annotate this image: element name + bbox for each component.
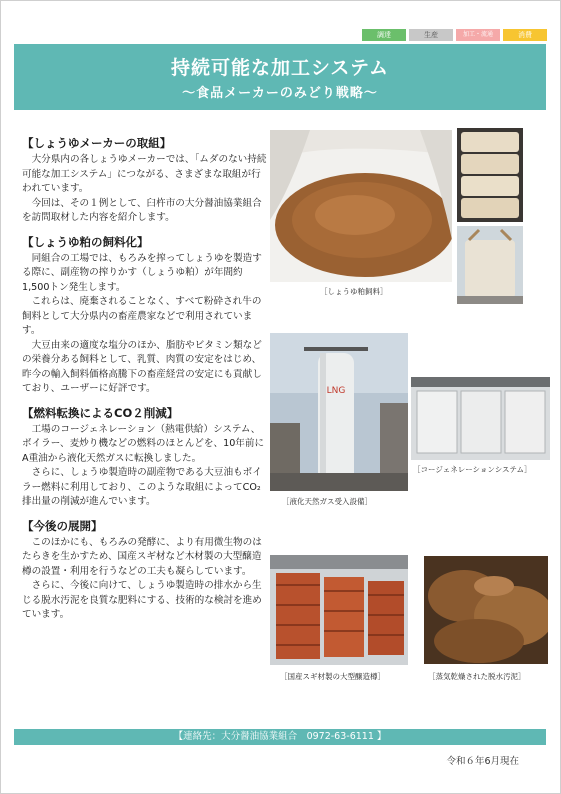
photo-feed-bag <box>270 130 452 282</box>
photo-lng-tank <box>270 333 408 491</box>
page-title: 持続可能な加工システム <box>170 57 390 79</box>
as-of-date: 令和６年6月現在 <box>446 756 519 767</box>
caption-feed: ［しょうゆ粕飼料］ <box>320 287 388 296</box>
caption-sludge: ［蒸気乾燥された脱水汚泥］ <box>428 672 526 681</box>
photo-cogeneration <box>411 377 550 460</box>
paragraph: 大豆由来の適度な塩分のほか、脂肪やビタミン類などの栄養分ある飼料として、乳質、肉質の安定をはじめ、昨今の輸入飼料価格高騰下の畜産経営の安定にも貢献しており、ユーザーに好評です。 <box>22 339 262 394</box>
photo-cedar-barrels <box>270 555 408 665</box>
tag-procurement: 調達 <box>362 29 406 41</box>
tag-production: 生産 <box>409 29 453 41</box>
section-heading: 【しょうゆ粕の飼料化】 <box>22 234 149 249</box>
paragraph: 大分県内の各しょうゆメーカーでは、「ムダのない持続可能な加工システム」につながる、さまざまな取組が行われています。 <box>22 154 267 194</box>
tag-processing: 加工・流通 <box>456 29 500 41</box>
photo-feed-stack <box>457 128 523 222</box>
title-banner <box>14 44 546 110</box>
category-tags <box>362 29 547 41</box>
section-heading: 【今後の展開】 <box>22 518 103 533</box>
paragraph: さらに、今後に向けて、しょうゆ製造時の排水から生じる脱水汚泥を良質な肥料にする、技術的な検討を進めています。 <box>22 580 262 620</box>
article-body <box>22 135 267 631</box>
paragraph: これらは、廃棄されることなく、すべて粉砕され牛の飼料として大分県内の畜産農家などで利用されています。 <box>22 296 262 336</box>
section-soy-efforts <box>22 135 267 226</box>
paragraph: 同組合の工場では、もろみを搾ってしょうゆを製造する際に、副産物の搾りかす（しょうゆ粕）が年間約1,500トン発生します。 <box>22 252 262 293</box>
tag-consumption: 消費 <box>503 29 547 41</box>
section-fuel <box>22 405 267 510</box>
section-heading: 【しょうゆメーカーの取組】 <box>22 136 172 150</box>
paragraph: さらに、しょうゆ製造時の副産物である大豆油もボイラー燃料に利用しており、このような取組によってCO₂ 排出量の削減が進んでいます。 <box>22 467 262 507</box>
caption-cogeneration: ［コージェネレーションシステム］ <box>413 465 532 474</box>
paragraph: 今回は、その１例として、臼杵市の大分醤油協業組合を訪問取材した内容を紹介します。 <box>22 197 262 223</box>
photo-dried-sludge <box>424 556 548 664</box>
photo-feed-container <box>457 226 523 304</box>
caption-barrels: ［国産スギ材製の大型醸造樽］ <box>280 672 385 681</box>
tank-label: LNG <box>326 386 346 396</box>
section-heading: 【燃料転換によるCO２削減】 <box>22 405 179 420</box>
section-feed <box>22 234 267 397</box>
page-subtitle: 〜食品メーカーのみどり戦略〜 <box>182 86 378 101</box>
contact-bar: 【連絡先：大分醤油協業組合 0972-63-6111 】 <box>14 729 546 745</box>
paragraph: 工場のコージェネレーション（熱電供給）システム、ボイラー、麦炒り機などの燃料のほとんどを、10年前にA重油から液化天然ガスに転換しました。 <box>22 423 265 464</box>
paragraph: このほかにも、もろみの発酵に、より有用微生物のはたらきを生かすため、国産スギ材など木材製の大型醸造樽の設置・利用を行うなどの工夫も凝らしています。 <box>22 536 262 577</box>
caption-lng: ［液化天然ガス受入設備］ <box>282 497 372 506</box>
section-future <box>22 518 267 623</box>
